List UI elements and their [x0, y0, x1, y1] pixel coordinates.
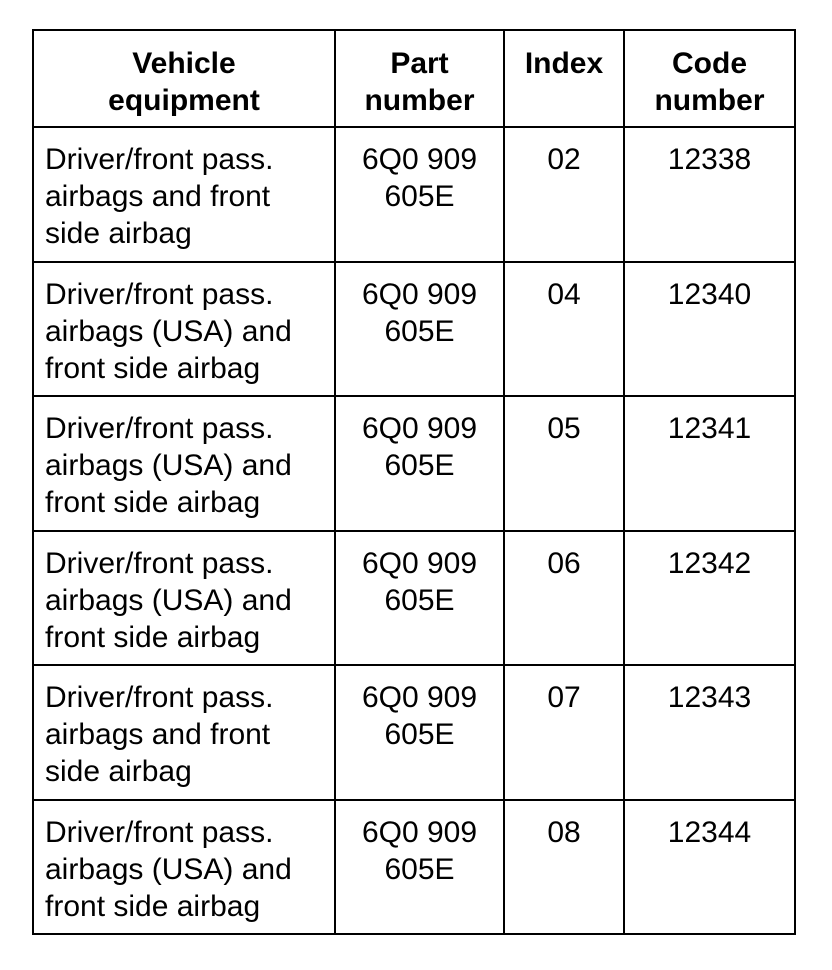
header-text: number [364, 84, 475, 117]
cell-code-number: 12342 [624, 531, 795, 666]
equipment-text: airbags (USA) and [45, 314, 292, 348]
equipment-text: side airbag [45, 755, 192, 788]
header-code-number [624, 30, 795, 127]
part-number-text: 6Q0 909 [361, 546, 478, 580]
cell-vehicle-equipment [33, 127, 335, 262]
header-row [33, 30, 795, 127]
equipment-text: airbags and front [45, 718, 271, 751]
table-row [33, 127, 795, 262]
table-row [33, 531, 795, 666]
part-number-text: 6Q0 909 [361, 681, 478, 714]
part-number-text: 605E [384, 718, 455, 751]
cell-code-number: 12340 [624, 262, 795, 397]
cell-vehicle-equipment [33, 531, 335, 666]
equipment-text: side airbag [45, 217, 192, 250]
table-row [33, 800, 795, 935]
cell-part-number [335, 665, 504, 800]
cell-index: 02 [504, 127, 624, 262]
part-number-text: 6Q0 909 [361, 815, 478, 849]
equipment-text: front side airbag [45, 486, 261, 519]
cell-part-number [335, 800, 504, 935]
cell-index: 06 [504, 531, 624, 666]
cell-code-number: 12341 [624, 396, 795, 531]
airbag-parts-table [32, 29, 796, 935]
part-number-text: 605E [384, 449, 455, 482]
equipment-text: airbags (USA) and [45, 583, 292, 617]
cell-vehicle-equipment [33, 665, 335, 800]
table-row [33, 262, 795, 397]
equipment-text: Driver/front pass. [45, 412, 274, 445]
equipment-text: front side airbag [45, 351, 261, 385]
part-number-text: 6Q0 909 [361, 277, 478, 311]
cell-vehicle-equipment [33, 396, 335, 531]
cell-part-number [335, 396, 504, 531]
cell-index: 08 [504, 800, 624, 935]
cell-vehicle-equipment [33, 262, 335, 397]
equipment-text: front side airbag [45, 889, 261, 923]
header-text: Index [524, 47, 604, 80]
equipment-text: front side airbag [45, 620, 261, 654]
header-vehicle-equipment [33, 30, 335, 127]
cell-index: 04 [504, 262, 624, 397]
equipment-text: Driver/front pass. [45, 815, 274, 849]
header-text: equipment [108, 84, 260, 117]
table-body [33, 127, 795, 934]
equipment-text: Driver/front pass. [45, 143, 274, 176]
header-text: number [654, 84, 765, 117]
cell-part-number [335, 127, 504, 262]
cell-part-number [335, 531, 504, 666]
cell-index: 05 [504, 396, 624, 531]
part-number-text: 6Q0 909 [361, 412, 478, 445]
equipment-text: airbags (USA) and [45, 852, 292, 886]
cell-index: 07 [504, 665, 624, 800]
part-number-text: 605E [384, 314, 455, 348]
header-index [504, 30, 624, 127]
equipment-text: airbags (USA) and [45, 449, 292, 482]
equipment-text: Driver/front pass. [45, 681, 274, 714]
equipment-text: airbags and front [45, 180, 271, 213]
cell-code-number: 12344 [624, 800, 795, 935]
table-header [33, 30, 795, 127]
cell-code-number: 12343 [624, 665, 795, 800]
header-part-number [335, 30, 504, 127]
equipment-text: Driver/front pass. [45, 546, 274, 580]
part-number-text: 6Q0 909 [361, 143, 478, 176]
part-number-text: 605E [384, 180, 455, 213]
header-text: Part [390, 47, 449, 80]
header-text: Vehicle [132, 47, 236, 80]
part-number-text: 605E [384, 583, 455, 617]
cell-part-number [335, 262, 504, 397]
table-row [33, 396, 795, 531]
equipment-text: Driver/front pass. [45, 277, 274, 311]
table-row [33, 665, 795, 800]
header-text: Code [672, 47, 747, 80]
cell-code-number: 12338 [624, 127, 795, 262]
part-number-text: 605E [384, 852, 455, 886]
cell-vehicle-equipment [33, 800, 335, 935]
